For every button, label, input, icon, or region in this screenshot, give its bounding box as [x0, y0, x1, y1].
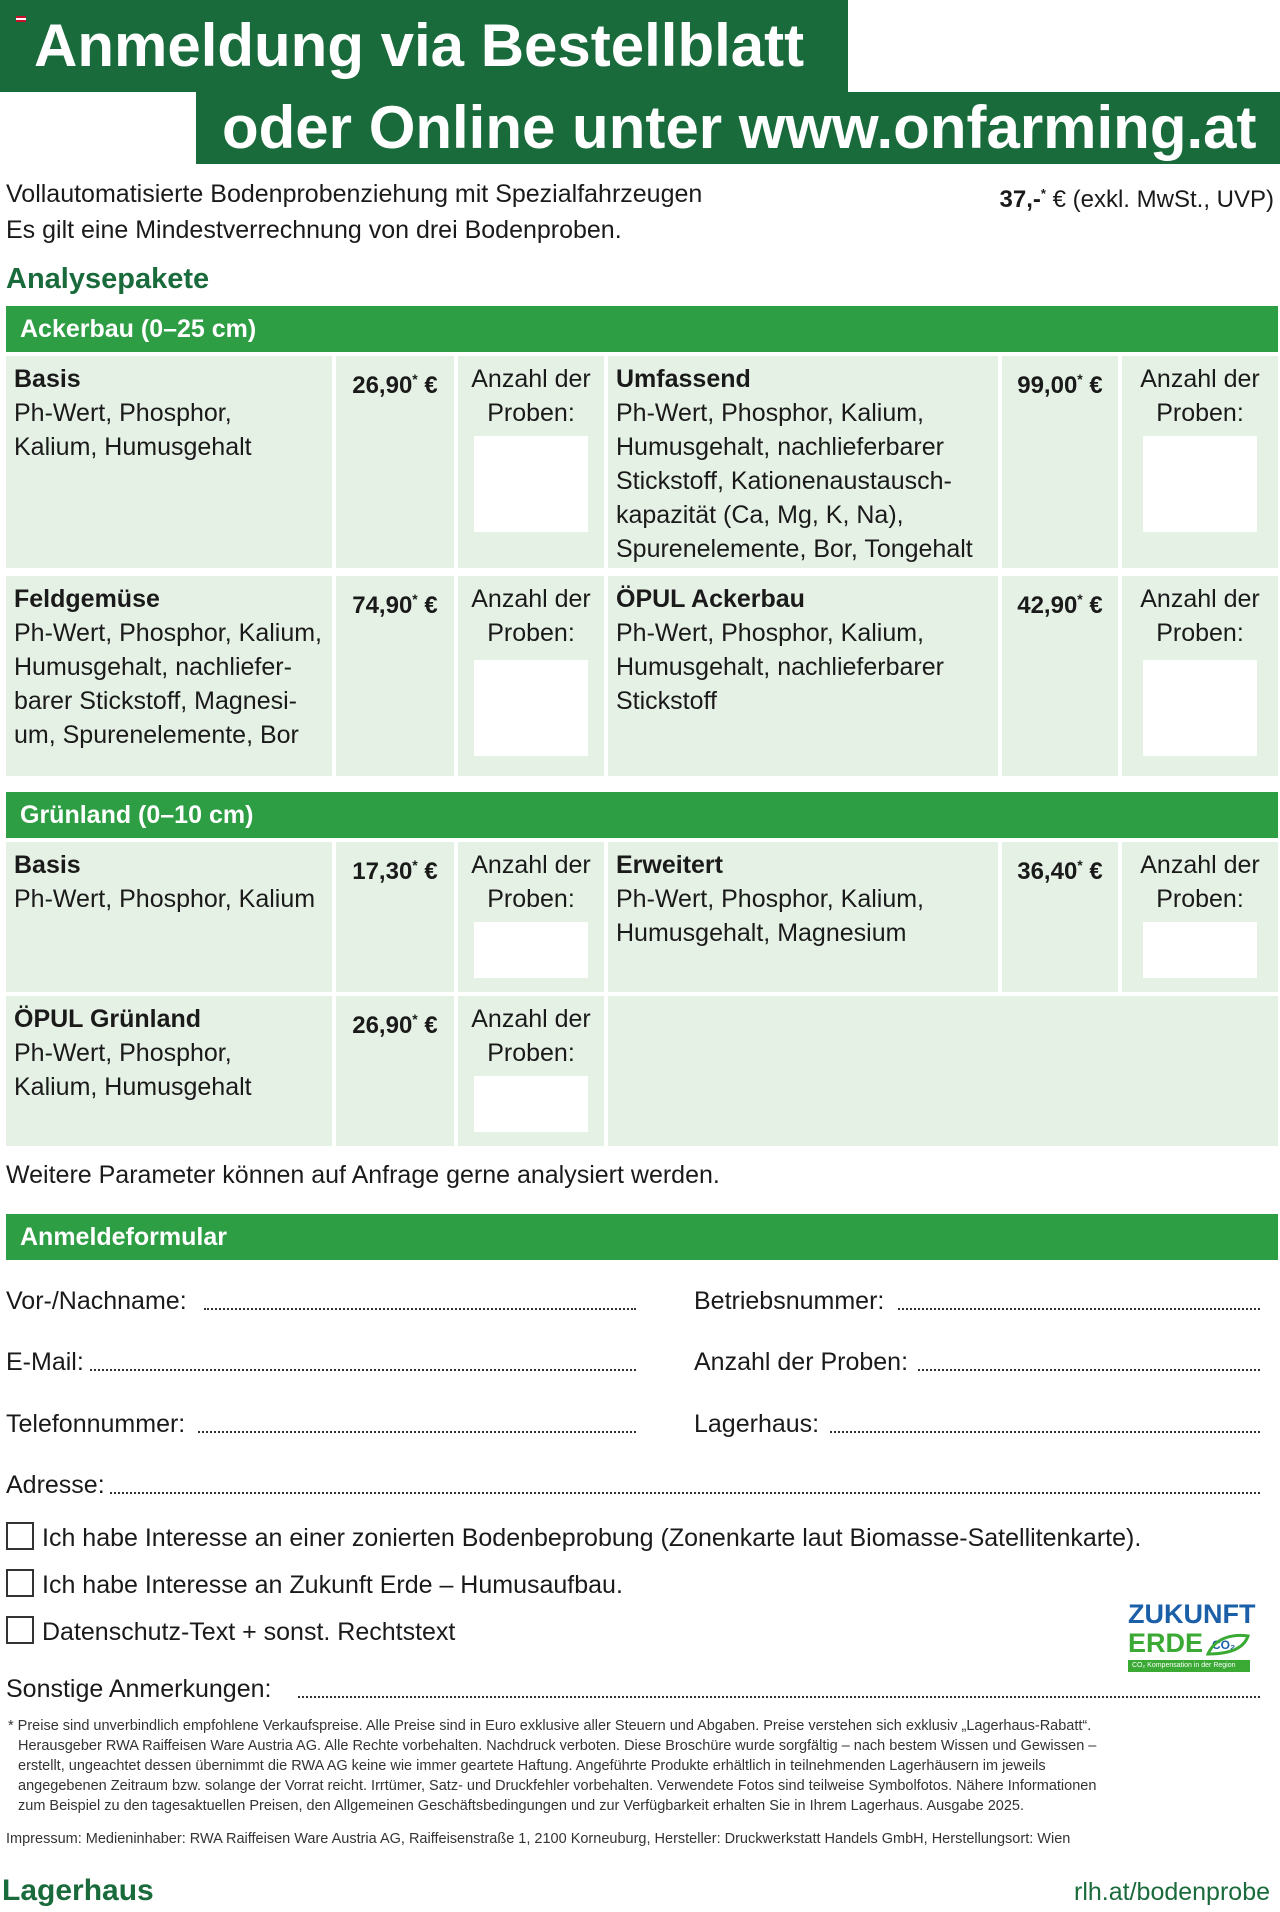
- quantity-cell: [1122, 842, 1278, 992]
- quantity-cell: [458, 996, 604, 1146]
- package-cell: [6, 842, 332, 992]
- package-name: Feldgemüse: [14, 585, 160, 613]
- intro-line-1: Vollautomatisierte Bodenprobenziehung mit Spezialfahrzeugen: [6, 180, 703, 208]
- price-currency: €: [417, 858, 438, 885]
- logo-line-1: ZUKUNFT: [1128, 1599, 1256, 1629]
- package-description-line: Humusgehalt, Magnesium: [616, 919, 907, 947]
- logo-co2: CO₂: [1212, 1638, 1236, 1652]
- package-price: [1008, 848, 1112, 889]
- austria-flag-icon: [16, 16, 26, 23]
- adresse-label: Adresse:: [6, 1471, 105, 1499]
- price-currency: €: [1082, 372, 1103, 399]
- fineprint-line: Herausgeber RWA Raiffeisen Ware Austria AG. Alle Rechte vorbehalten. Nachdruck verboten. Diese Broschüre wurde sorgfältig – nach bestem Wissen und Gewissen –: [18, 1738, 1097, 1754]
- package-price-cell: [336, 576, 454, 776]
- anmerkungen-label: Sonstige Anmerkungen:: [6, 1675, 272, 1703]
- price-currency: €: [1082, 858, 1103, 885]
- fineprint-line: angegebenen Zeitraum bzw. solange der Vorrat reicht. Irrtümer, Satz- und Druckfehler vorbehalten. Verwendete Fotos sind teilweise Symbolfotos. Nähere Informationen: [18, 1778, 1097, 1794]
- base-price: 37,-* € (exkl. MwSt., UVP): [999, 186, 1274, 213]
- package-cell: [6, 576, 332, 776]
- zukunft-erde-checkbox[interactable]: [6, 1569, 34, 1597]
- package-price-cell: [1002, 842, 1118, 992]
- logo-tagline: CO₂ Kompensation in der Region: [1128, 1660, 1250, 1672]
- quantity-label: Proben:: [1156, 619, 1244, 647]
- quantity-label: Proben:: [1156, 399, 1244, 427]
- quantity-label: Anzahl der: [1140, 851, 1260, 879]
- package-description-line: um, Spurenelemente, Bor: [14, 721, 299, 749]
- package-description-line: Humusgehalt, nachlieferbarer: [616, 433, 944, 461]
- package-cell: [608, 842, 998, 992]
- package-price-cell: [336, 842, 454, 992]
- fineprint-line: erstellt, ungeachtet dessen übernimmt die RWA AG keine wie immer geartete Haftung. Angeführte Produkte erhältlich in teilnehmenden Lagerhäusern im jeweils: [18, 1758, 1046, 1774]
- package-description-line: Kalium, Humusgehalt: [14, 1073, 252, 1101]
- quantity-label: Proben:: [487, 885, 575, 913]
- package-description-line: Ph-Wert, Phosphor, Kalium,: [616, 885, 925, 913]
- package-price: [1008, 362, 1112, 403]
- intro-line-2: Es gilt eine Mindestverrechnung von drei Bodenproben.: [6, 216, 622, 244]
- price-value: 99,00: [1017, 372, 1078, 399]
- package-name: ÖPUL Ackerbau: [616, 585, 805, 613]
- gruenland-band: Grünland (0–10 cm): [6, 792, 1278, 838]
- package-price-cell: [336, 356, 454, 568]
- quantity-cell: [1122, 356, 1278, 568]
- package-description-line: Ph-Wert, Phosphor, Kalium,: [14, 619, 323, 647]
- name-field[interactable]: [204, 1308, 636, 1310]
- package-name: Basis: [14, 365, 81, 393]
- footer-url[interactable]: rlh.at/bodenprobe: [1074, 1878, 1270, 1906]
- price-currency: €: [1082, 592, 1103, 619]
- email-label: E-Mail:: [6, 1348, 84, 1376]
- package-price-cell: [336, 996, 454, 1146]
- package-price: [342, 582, 448, 623]
- package-name: Erweitert: [616, 851, 723, 879]
- price-footnote-star: *: [1077, 591, 1083, 607]
- package-price-cell: [1002, 576, 1118, 776]
- package-price: [342, 362, 448, 403]
- leaf-icon: [1206, 1632, 1250, 1656]
- zonierung-checkbox[interactable]: [6, 1522, 34, 1550]
- quantity-cell: [458, 576, 604, 776]
- quantity-label: Proben:: [487, 1039, 575, 1067]
- package-name: ÖPUL Grünland: [14, 1005, 202, 1033]
- package-description-line: Stickstoff, Kationenaustausch-: [616, 467, 952, 495]
- price-footnote-star: *: [1077, 857, 1083, 873]
- quantity-label: Anzahl der: [471, 851, 591, 879]
- package-description-line: Humusgehalt, nachliefer-: [14, 653, 292, 681]
- package-price-cell: [1002, 356, 1118, 568]
- quantity-label: Proben:: [487, 399, 575, 427]
- quantity-input[interactable]: [1143, 436, 1257, 532]
- quantity-input[interactable]: [1143, 660, 1257, 756]
- more-params-note: Weitere Parameter können auf Anfrage gerne analysiert werden.: [6, 1161, 720, 1189]
- price-value: 74,90: [352, 592, 413, 619]
- anzahl-label: Anzahl der Proben:: [694, 1348, 909, 1376]
- price-value: 26,90: [352, 372, 413, 399]
- form-band: Anmeldeformular: [6, 1214, 1278, 1260]
- betriebsnummer-field[interactable]: [898, 1308, 1260, 1310]
- price-footnote-star: *: [1077, 371, 1083, 387]
- package-cell: [6, 996, 332, 1146]
- package-description-line: Spurenelemente, Bor, Tongehalt: [616, 535, 973, 563]
- package-description-line: Ph-Wert, Phosphor, Kalium,: [616, 399, 925, 427]
- package-description-line: Ph-Wert, Phosphor,: [14, 1039, 232, 1067]
- ackerbau-band: Ackerbau (0–25 cm): [6, 306, 1278, 352]
- logo-line-2: ERDE: [1128, 1628, 1204, 1658]
- anzahl-field[interactable]: [918, 1369, 1260, 1371]
- package-price: [342, 848, 448, 889]
- package-cell: [608, 356, 998, 568]
- price-value: 36,40: [1017, 858, 1078, 885]
- price-footnote-star: *: [412, 857, 418, 873]
- package-price: [342, 1002, 448, 1043]
- quantity-label: Proben:: [487, 619, 575, 647]
- price-currency: €: [417, 372, 438, 399]
- telefon-field[interactable]: [198, 1431, 636, 1433]
- datenschutz-label: Datenschutz-Text + sonst. Rechtstext: [42, 1618, 456, 1646]
- anmerkungen-field[interactable]: [298, 1696, 1260, 1698]
- lagerhaus-field[interactable]: [830, 1431, 1260, 1433]
- package-description-line: Stickstoff: [616, 687, 717, 715]
- fineprint: [8, 1716, 1222, 1816]
- price-footnote-star: *: [412, 591, 418, 607]
- empty-cell: [608, 996, 1278, 1146]
- lagerhaus-label: Lagerhaus:: [694, 1410, 820, 1438]
- quantity-input[interactable]: [474, 1076, 588, 1132]
- telefon-label: Telefonnummer:: [6, 1410, 186, 1438]
- zonierung-label: Ich habe Interesse an einer zonierten Bodenbeprobung (Zonenkarte laut Biomasse-Satellitenkarte).: [42, 1524, 1142, 1552]
- price-value: 26,90: [352, 1012, 413, 1039]
- package-description-line: Kalium, Humusgehalt: [14, 433, 252, 461]
- price-currency: €: [417, 1012, 438, 1039]
- package-cell: [608, 576, 998, 776]
- header-line-1: Anmeldung via Bestellblatt: [0, 0, 848, 92]
- price-currency: €: [417, 592, 438, 619]
- quantity-label: Anzahl der: [1140, 585, 1260, 613]
- package-cell: [6, 356, 332, 568]
- quantity-cell: [458, 842, 604, 992]
- lagerhaus-logo: Lagerhaus: [2, 1874, 154, 1907]
- price-value: 17,30: [352, 858, 413, 885]
- name-label: Vor-/Nachname:: [6, 1287, 187, 1315]
- impressum: Impressum: Medieninhaber: RWA Raiffeisen Ware Austria AG, Raiffeisenstraße 1, 2100 Korneuburg, Hersteller: Druckwerkstatt Handels GmbH, Herstellungsort: Wien: [6, 1831, 1071, 1847]
- price-value: 42,90: [1017, 592, 1078, 619]
- betriebsnummer-label: Betriebsnummer:: [694, 1287, 885, 1315]
- fineprint-line: zum Beispiel zu den tagesaktuellen Preisen, den Allgemeinen Geschäftsbedingungen und zur Verfügbarkeit erhalten Sie in Ihrem Lagerhaus. Ausgabe 2025.: [18, 1798, 1025, 1814]
- quantity-input[interactable]: [474, 922, 588, 978]
- package-description-line: Ph-Wert, Phosphor, Kalium,: [616, 619, 925, 647]
- quantity-label: Anzahl der: [471, 1005, 591, 1033]
- package-description-line: Ph-Wert, Phosphor, Kalium: [14, 885, 316, 913]
- price-footnote-star: *: [412, 371, 418, 387]
- quantity-label: Anzahl der: [1140, 365, 1260, 393]
- datenschutz-checkbox[interactable]: [6, 1616, 34, 1644]
- quantity-input[interactable]: [474, 660, 588, 756]
- fineprint-line: * Preise sind unverbindlich empfohlene Verkaufspreise. Alle Preise sind in Euro exklusive aller Steuern und Abgaben. Preise verstehen sich exklusiv „Lagerhaus-Rabatt“.: [8, 1718, 1092, 1734]
- quantity-label: Proben:: [1156, 885, 1244, 913]
- quantity-input[interactable]: [474, 436, 588, 532]
- quantity-cell: [458, 356, 604, 568]
- package-description-line: kapazität (Ca, Mg, K, Na),: [616, 501, 904, 529]
- adresse-field[interactable]: [110, 1492, 1260, 1494]
- package-price: [1008, 582, 1112, 623]
- header-line-2: oder Online unter www.onfarming.at: [196, 92, 1280, 164]
- package-description-line: barer Stickstoff, Magnesi-: [14, 687, 297, 715]
- package-description-line: Humusgehalt, nachlieferbarer: [616, 653, 944, 681]
- package-name: Basis: [14, 851, 81, 879]
- quantity-cell: [1122, 576, 1278, 776]
- quantity-input[interactable]: [1143, 922, 1257, 978]
- analysis-packages-title: Analysepakete: [6, 263, 210, 295]
- package-name: Umfassend: [616, 365, 751, 393]
- quantity-label: Anzahl der: [471, 365, 591, 393]
- zukunft-erde-logo: [1128, 1599, 1256, 1672]
- quantity-label: Anzahl der: [471, 585, 591, 613]
- email-field[interactable]: [90, 1369, 636, 1371]
- package-description-line: Ph-Wert, Phosphor,: [14, 399, 232, 427]
- price-footnote-star: *: [412, 1011, 418, 1027]
- zukunft-erde-label: Ich habe Interesse an Zukunft Erde – Humusaufbau.: [42, 1571, 623, 1599]
